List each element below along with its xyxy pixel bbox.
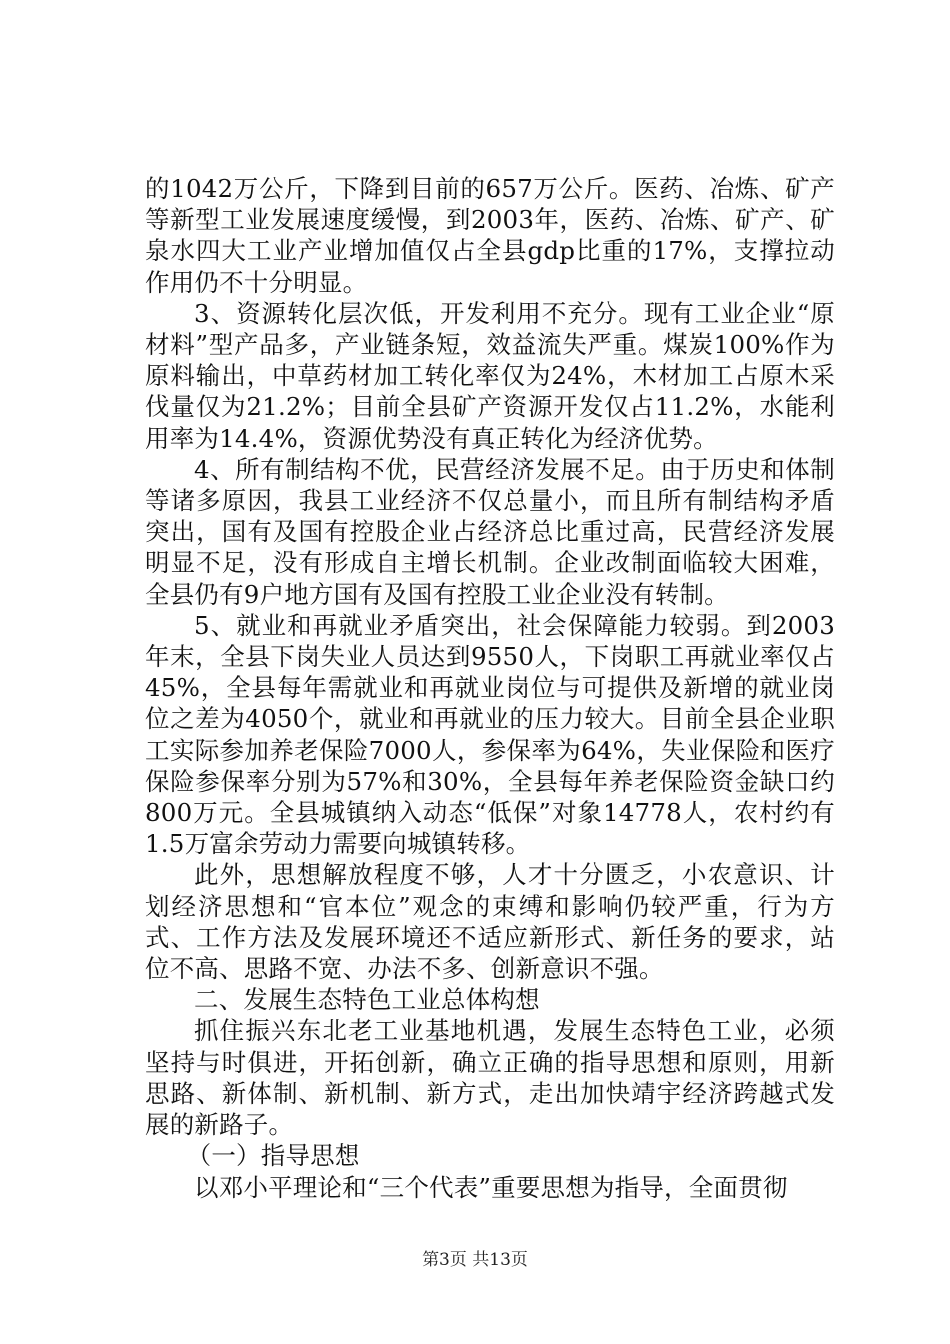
paragraph-item-5: 5、就业和再就业矛盾突出，社会保障能力较弱。到2003年末，全县下岗失业人员达到9550人，下岗职工再就业率仅占45%，全县每年需就业和再就业岗位与可提供及新增的就业岗位之差为4050个，就业和再就业的压力较大。目前全县企业职工实际参加养老保险7000人，参保率为64%，失业保险和医疗保险参保率分别为57%和30%，全县每年养老保险资金缺口约800万元。全县城镇纳入动态“低保”对象14778人，农村约有1.5万富余劳动力需要向城镇转移。 <box>145 610 835 859</box>
page-number-footer: 第3页 共13页 <box>422 1250 528 1270</box>
paragraph-item-4: 4、所有制结构不优，民营经济发展不足。由于历史和体制等诸多原因，我县工业经济不仅总量小，而且所有制结构矛盾突出，国有及国有控股企业占经济总比重过高，民营经济发展明显不足，没有形成自主增长机制。企业改制面临较大困难，全县仍有9户地方国有及国有控股工业企业没有转制。 <box>145 454 835 609</box>
paragraph-section-intro: 抓住振兴东北老工业基地机遇，发展生态特色工业，必须坚持与时俱进，开拓创新，确立正确的指导思想和原则，用新思路、新体制、新机制、新方式，走出加快靖宇经济跨越式发展的新路子。 <box>145 1016 835 1140</box>
paragraph-guiding-thought: 以邓小平理论和“三个代表”重要思想为指导，全面贯彻 <box>194 1172 788 1202</box>
section-heading-2: 二、发展生态特色工业总体构想 <box>194 985 540 1015</box>
subsection-heading-guiding-thought: （一）指导思想 <box>186 1141 360 1171</box>
paragraph-additionally: 此外，思想解放程度不够，人才十分匮乏，小农意识、计划经济思想和“官本位”观念的束缚和影响仍较严重，行为方式、工作方法及发展环境还不适应新形式、新任务的要求，站位不高、思路不宽、办法不多、创新意识不强。 <box>145 860 835 984</box>
document-body <box>145 173 835 1203</box>
paragraph-item-3: 3、资源转化层次低，开发利用不充分。现有工业企业“原材料”型产品多，产业链条短，效益流失严重。煤炭100%作为原料输出，中草药材加工转化率仅为24%，木材加工占原木采伐量仅为21.2%；目前全县矿产资源开发仅占11.2%，水能利用率为14.4%，资源优势没有真正转化为经济优势。 <box>145 298 835 453</box>
paragraph-continued: 的1042万公斤，下降到目前的657万公斤。医药、冶炼、矿产等新型工业发展速度缓慢，到2003年，医药、冶炼、矿产、矿泉水四大工业产业增加值仅占全县gdp比重的17%，支撑拉动作用仍不十分明显。 <box>145 174 835 297</box>
